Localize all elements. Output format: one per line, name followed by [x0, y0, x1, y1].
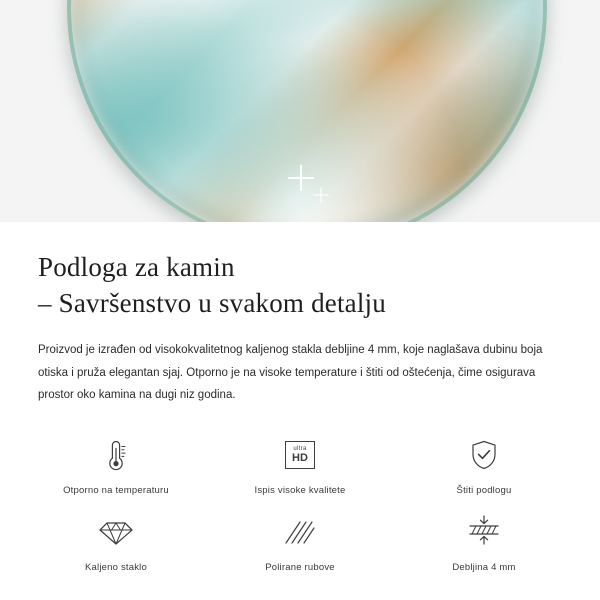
ultra-hd-badge-bottom: HD	[292, 451, 308, 464]
feature-item-tempered-glass	[24, 510, 208, 573]
feature-label: Štiti podlogu	[456, 484, 512, 496]
ultra-hd-icon	[285, 433, 315, 477]
feature-label: Ispis visoke kvalitete	[254, 484, 346, 496]
feature-item-print-quality	[208, 433, 392, 496]
ultra-hd-badge-top: ultra	[293, 445, 307, 452]
feature-label: Debljina 4 mm	[452, 561, 516, 573]
hero-image	[0, 0, 600, 222]
round-marble-glass-plate	[67, 0, 547, 222]
thermometer-icon	[98, 433, 134, 477]
feature-item-protection	[392, 433, 576, 496]
shield-check-icon	[466, 433, 502, 477]
feature-item-temperature	[24, 433, 208, 496]
feature-item-thickness	[392, 510, 576, 573]
feature-label: Kaljeno staklo	[85, 561, 147, 573]
page-title-line-2: – Savršenstvo u svakom detalju	[38, 287, 386, 318]
page-title	[38, 250, 562, 321]
thickness-arrows-icon	[464, 510, 504, 554]
feature-grid	[0, 433, 600, 573]
feature-label: Otporno na temperaturu	[63, 484, 169, 496]
feature-label: Polirane rubove	[265, 561, 335, 573]
polished-edges-icon	[280, 510, 320, 554]
page-title-line-1: Podloga za kamin	[38, 252, 235, 282]
diamond-icon	[96, 510, 136, 554]
product-description-text: Proizvod je izrađen od visokokvalitetnog kaljenog stakla debljine 4 mm, koje naglašava dubinu boja otiska i pruža elegantan sjaj. Otporno je na visoke temperature i štiti od oštećenja, čime osigurava prostor oko kamina na dugi niz godina.	[38, 344, 543, 402]
text-content	[0, 222, 600, 407]
feature-item-polished-edges	[208, 510, 392, 573]
